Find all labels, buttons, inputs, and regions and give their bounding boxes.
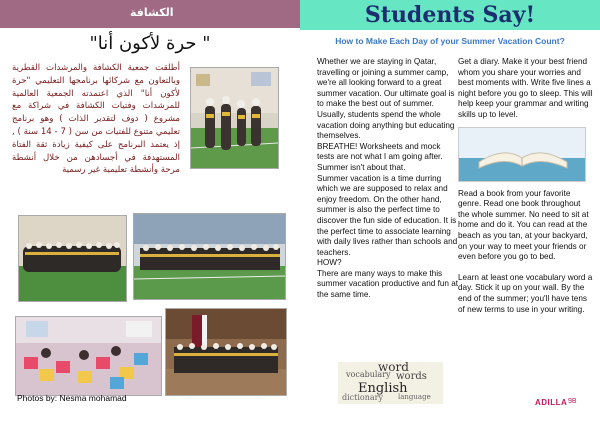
word-cloud-word: dictionary <box>342 393 384 402</box>
article-subtitle: How to Make Each Day of your Summer Vacation Count? <box>335 36 565 46</box>
magazine-logo: ADILLA <box>535 398 568 407</box>
word-cloud-word: words <box>396 371 427 382</box>
right-page <box>300 0 600 424</box>
paragraph-diary: Get a diary. Make it your best friend whom you share your worries and best moments with. Write five lines a night before you go to sleep. This will help keep your grammar and writing skills up to level. <box>458 57 593 119</box>
paragraph: Whether we are staying in Qatar, travelling or joining a summer camp, we're all looking forward to a great summer vacation. Our ultimate goal is to make the best out of summer. <box>317 57 455 109</box>
page-title: Students Say! <box>364 2 536 28</box>
left-header-banner <box>0 0 300 28</box>
article-column-left <box>317 57 459 301</box>
paragraph-reading: Read a book from your favorite genre. Read one book throughout the whole summer. No need to sit at home and do it. You can read at the beach as you tan, at your backyard, on your way to meet your friends or even before you go to bed. <box>458 188 589 262</box>
photo-classroom <box>15 316 162 396</box>
word-cloud-word: vocabulary <box>346 370 391 379</box>
arabic-article-title: " حرة لأكون أنا" <box>89 33 211 54</box>
section-label: الكشافة <box>130 6 174 19</box>
photo-credit: Photos by: Nesma mohamad <box>17 393 127 403</box>
paragraph: There are many ways to make this summer vacation productive and fun at the same time. <box>317 268 459 300</box>
word-cloud-image <box>338 362 443 404</box>
word-cloud-word: language <box>398 393 431 401</box>
photo-scouts-group-left <box>18 215 127 302</box>
photo-scouts-auditorium <box>165 308 287 396</box>
page-number: 9B <box>568 398 577 405</box>
word-cloud-word: English <box>358 381 408 396</box>
arabic-article-body: أطلقت جمعية الكشافة والمرشدات القطرية وبالتعاون مع شركائها برنامجها التعليمي "حرة لأكون أنا" الذي اعتمدته الجمعية العالمية للمرشدات وفتيات الكشافة في شراكة مع مشروع ( دوف لتقدير الذات ) وهو برنامج تعليمي متنوع للفتيات من سن ( 7 - 14 سنة ) , إذ يعتمد البرنامج على كيفية زيادة ثقة الفتاة المستهدفة في أجسادهن من خلال أنشطة مرحة وأنشطة تعليمية غير رسمية <box>12 63 180 176</box>
book-image <box>458 127 586 182</box>
paragraph: Summer vacation is a time durring which we are supposed to relax and enjoy freedom. On the other hand, summer is also the perfect time to discover the fun side of education. It is the perfect time to associate learning with daily lives rather than schools and teachers. <box>317 173 458 257</box>
photo-scouts-hall <box>190 67 279 169</box>
article-column-right <box>458 57 593 315</box>
paragraph: HOW? <box>317 258 342 268</box>
paragraph-vocabulary: Learn at least one vocabulary word a day. Stick it up on your wall. By the end of the summer; you'll have tens of new terms to use in your writing. <box>458 272 593 314</box>
paragraph: BREATHE! Worksheets and mock tests are not what I am going after. Summer isn't about that. <box>317 141 443 172</box>
word-cloud-word: word <box>378 362 409 374</box>
paragraph: Usually, students spend the whole vacation doing anything but educating themselves. <box>317 109 455 141</box>
photo-scouts-line <box>133 213 286 300</box>
